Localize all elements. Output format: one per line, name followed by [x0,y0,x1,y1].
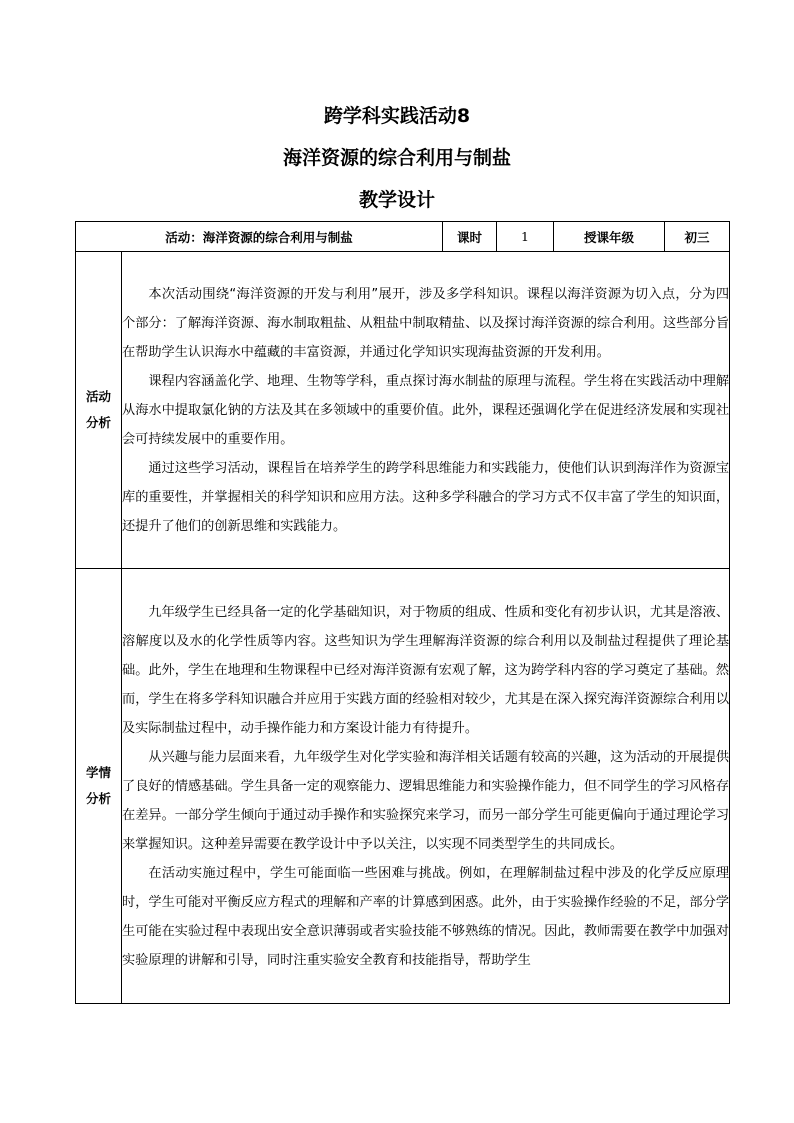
grade-value: 初三 [665,222,730,252]
design-title: 教学设计 [358,189,435,211]
table-header-row [76,222,730,252]
activity-analysis-row [76,252,730,569]
grade-label: 授课年级 [554,222,665,252]
student-analysis-row [76,569,730,1004]
student-paragraph-1: 九年级学生已经具备一定的化学基础知识，对于物质的组成、性质和变化有初步认识，尤其是溶液、溶解度以及水的化学性质等内容。这些知识为学生理解海洋资源的综合利用以及制盐过程提供了理论基础。此外，学生在地理和生物课程中已经对海洋资源有宏观了解，这为跨学科内容的学习奠定了基础。然而，学生在将多学科知识融合并应用于实践方面的经验相对较少，尤其是在深入探究海洋资源综合利用以及实际制盐过程中，动手操作能力和方案设计能力有待提升。 [122,604,730,736]
activity-analysis-content [122,252,730,569]
activity-analysis-label-line1: 活动 [85,389,111,404]
teaching-design-table [75,221,730,1004]
student-analysis-label [76,569,122,1004]
activity-paragraph-1: 本次活动围绕“海洋资源的开发与利用”展开，涉及多学科知识。课程以海洋资源为切入点，分为四个部分：了解海洋资源、海水制取粗盐、从粗盐中制取精盐、以及探讨海洋资源的综合利用。这些部分旨在帮助学生认识海水中蕴藏的丰富资源，并通过化学知识实现海盐资源的开发利用。 [122,286,730,360]
course-title: 跨学科实践活动8 [323,105,471,127]
student-analysis-label-line1: 学情 [85,765,111,780]
topic-title: 海洋资源的综合利用与制盐 [282,147,511,169]
period-value: 1 [497,222,554,252]
student-paragraph-3: 在活动实施过程中，学生可能面临一些困难与挑战。例如，在理解制盐过程中涉及的化学反应原理时，学生可能对平衡反应方程式的理解和产率的计算感到困惑。此外，由于实验操作经验的不足，部分学生可能在实验过程中表现出安全意识薄弱或者实验技能不够熟练的情况。因此，教师需要在教学中加强对实验原理的讲解和引导，同时注重实验安全教育和技能指导，帮助学生 [122,865,730,968]
activity-paragraph-3: 通过这些学习活动，课程旨在培养学生的跨学科思维能力和实践能力，使他们认识到海洋作为资源宝库的重要性，并掌握相关的科学知识和应用方法。这种多学科融合的学习方式不仅丰富了学生的知识面，还提升了他们的创新思维和实践能力。 [122,460,730,534]
student-paragraph-2: 从兴趣与能力层面来看，九年级学生对化学实验和海洋相关话题有较高的兴趣，这为活动的开展提供了良好的情感基础。学生具备一定的观察能力、逻辑思维能力和实验操作能力，但不同学生的学习风格存在差异。一部分学生倾向于通过动手操作和实验探究来学习，而另一部分学生可能更偏向于通过理论学习来掌握知识。这种差异需要在教学设计中予以关注，以实现不同类型学生的共同成长。 [122,749,730,852]
activity-analysis-label [76,252,122,569]
student-analysis-content [122,569,730,1004]
activity-name-cell: 活动：海洋资源的综合利用与制盐 [76,222,443,252]
activity-analysis-label-line2: 分析 [85,415,111,430]
student-analysis-label-line2: 分析 [85,791,111,806]
activity-paragraph-2: 课程内容涵盖化学、地理、生物等学科，重点探讨海水制盐的原理与流程。学生将在实践活动中理解从海水中提取氯化钠的方法及其在多领域中的重要价值。此外，课程还强调化学在促进经济发展和实现社会可持续发展中的重要作用。 [122,373,730,447]
period-label: 课时 [443,222,497,252]
